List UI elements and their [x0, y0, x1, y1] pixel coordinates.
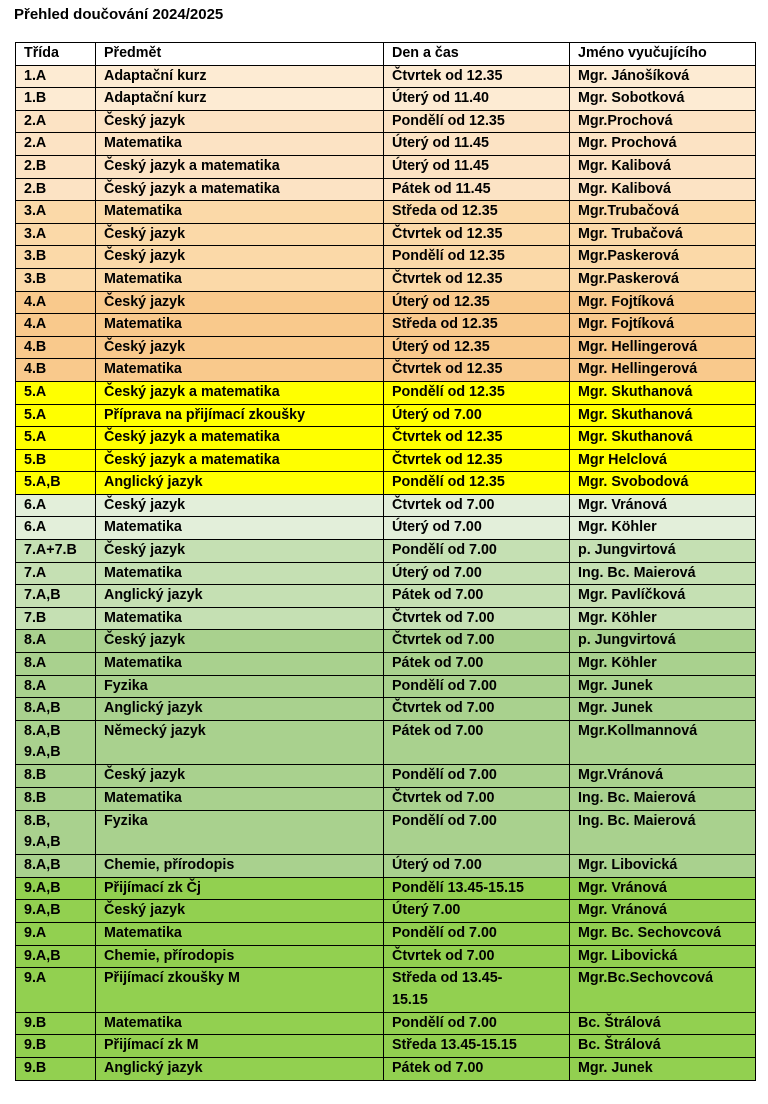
header-subject: Předmět — [96, 43, 384, 66]
table-row — [16, 494, 756, 517]
cell-subject: Anglický jazyk — [96, 698, 384, 721]
cell-subject: Matematika — [96, 788, 384, 811]
cell-day-time: Úterý od 7.00 — [384, 517, 570, 540]
cell-day-time: Čtvrtek od 12.35 — [384, 359, 570, 382]
table-row — [16, 720, 756, 765]
cell-subject: Přijímací zkoušky M — [96, 968, 384, 1013]
cell-day-time: Úterý od 12.35 — [384, 336, 570, 359]
cell-class: 4.B — [16, 359, 96, 382]
table-row — [16, 201, 756, 224]
cell-subject: Český jazyk — [96, 765, 384, 788]
cell-day-time: Středa 13.45-15.15 — [384, 1035, 570, 1058]
header-day-time: Den a čas — [384, 43, 570, 66]
cell-class: 9.B — [16, 1012, 96, 1035]
cell-subject: Český jazyk — [96, 291, 384, 314]
table-row — [16, 1012, 756, 1035]
table-row — [16, 968, 756, 1013]
cell-subject: Matematika — [96, 314, 384, 337]
cell-class: 7.A,B — [16, 585, 96, 608]
cell-class: 8.B — [16, 788, 96, 811]
cell-day-time: Čtvrtek od 7.00 — [384, 607, 570, 630]
cell-teacher: Mgr. Bc. Sechovcová — [570, 922, 756, 945]
cell-teacher: Mgr. Libovická — [570, 855, 756, 878]
cell-subject: Matematika — [96, 517, 384, 540]
cell-day-time: Čtvrtek od 7.00 — [384, 630, 570, 653]
cell-teacher: Mgr. Vránová — [570, 877, 756, 900]
cell-subject: Adaptační kurz — [96, 88, 384, 111]
table-row — [16, 630, 756, 653]
cell-class: 5.A,B — [16, 472, 96, 495]
table-row — [16, 1057, 756, 1080]
cell-teacher: Ing. Bc. Maierová — [570, 562, 756, 585]
table-header-row — [16, 43, 756, 66]
cell-subject: Přijímací zk Čj — [96, 877, 384, 900]
cell-subject: Anglický jazyk — [96, 1057, 384, 1080]
cell-teacher: Mgr. Köhler — [570, 517, 756, 540]
cell-teacher: Mgr.Trubačová — [570, 201, 756, 224]
table-row — [16, 359, 756, 382]
cell-day-time: Úterý od 7.00 — [384, 404, 570, 427]
cell-teacher: Mgr. Skuthanová — [570, 404, 756, 427]
cell-class: 8.A,B — [16, 698, 96, 721]
cell-teacher: Mgr. Skuthanová — [570, 427, 756, 450]
cell-subject: Český jazyk — [96, 900, 384, 923]
cell-teacher: Mgr. Trubačová — [570, 223, 756, 246]
cell-day-time: Pondělí od 12.35 — [384, 472, 570, 495]
table-row — [16, 472, 756, 495]
cell-class: 8.A — [16, 630, 96, 653]
cell-teacher: Mgr. Libovická — [570, 945, 756, 968]
cell-subject: Matematika — [96, 268, 384, 291]
table-row — [16, 381, 756, 404]
table-row — [16, 922, 756, 945]
cell-teacher: Mgr. Köhler — [570, 607, 756, 630]
cell-day-time: Pátek od 11.45 — [384, 178, 570, 201]
table-row — [16, 855, 756, 878]
table-row — [16, 427, 756, 450]
cell-class: 3.B — [16, 246, 96, 269]
cell-teacher: Mgr. Hellingerová — [570, 336, 756, 359]
table-row — [16, 540, 756, 563]
cell-subject: Přijímací zk M — [96, 1035, 384, 1058]
cell-class: 5.A — [16, 381, 96, 404]
cell-day-time: Pondělí od 7.00 — [384, 922, 570, 945]
cell-subject: Fyzika — [96, 675, 384, 698]
cell-class: 7.A — [16, 562, 96, 585]
cell-day-time: Pondělí od 12.35 — [384, 246, 570, 269]
cell-subject: Chemie, přírodopis — [96, 945, 384, 968]
cell-day-time: Pondělí od 7.00 — [384, 540, 570, 563]
page-title: Přehled doučování 2024/2025 — [14, 6, 224, 23]
cell-class: 3.A — [16, 201, 96, 224]
cell-day-time: Čtvrtek od 7.00 — [384, 788, 570, 811]
cell-day-time: Pondělí 13.45-15.15 — [384, 877, 570, 900]
table-row — [16, 900, 756, 923]
cell-subject: Český jazyk — [96, 630, 384, 653]
cell-subject: Český jazyk a matematika — [96, 449, 384, 472]
cell-class: 8.B — [16, 765, 96, 788]
cell-day-time: Pondělí od 12.35 — [384, 110, 570, 133]
cell-teacher: Mgr.Paskerová — [570, 246, 756, 269]
cell-class: 6.A — [16, 494, 96, 517]
cell-class: 5.A — [16, 427, 96, 450]
table-row — [16, 133, 756, 156]
cell-day-time: Úterý od 11.45 — [384, 155, 570, 178]
cell-class: 9.A,B — [16, 945, 96, 968]
cell-day-time: Úterý 7.00 — [384, 900, 570, 923]
cell-teacher: Mgr. Prochová — [570, 133, 756, 156]
header-class: Třída — [16, 43, 96, 66]
cell-subject: Český jazyk a matematika — [96, 178, 384, 201]
cell-class: 4.B — [16, 336, 96, 359]
cell-day-time: Pondělí od 7.00 — [384, 765, 570, 788]
table-row — [16, 788, 756, 811]
cell-subject: Anglický jazyk — [96, 585, 384, 608]
cell-class: 2.A — [16, 110, 96, 133]
cell-teacher: Mgr. Fojtíková — [570, 291, 756, 314]
cell-day-time: Pondělí od 7.00 — [384, 675, 570, 698]
cell-day-time: Pondělí od 12.35 — [384, 381, 570, 404]
table-row — [16, 178, 756, 201]
cell-subject: Matematika — [96, 201, 384, 224]
cell-subject: Český jazyk — [96, 494, 384, 517]
table-row — [16, 65, 756, 88]
cell-teacher: Mgr. Pavlíčková — [570, 585, 756, 608]
cell-class: 2.B — [16, 155, 96, 178]
cell-subject: Příprava na přijímací zkoušky — [96, 404, 384, 427]
cell-class: 6.A — [16, 517, 96, 540]
header-teacher: Jméno vyučujícího — [570, 43, 756, 66]
cell-class: 4.A — [16, 291, 96, 314]
cell-subject: Český jazyk — [96, 336, 384, 359]
cell-subject: Matematika — [96, 133, 384, 156]
cell-subject: Matematika — [96, 922, 384, 945]
cell-day-time: Čtvrtek od 12.35 — [384, 223, 570, 246]
cell-day-time: Úterý od 12.35 — [384, 291, 570, 314]
cell-teacher: Mgr. Köhler — [570, 653, 756, 676]
table-row — [16, 449, 756, 472]
cell-day-time: Pondělí od 7.00 — [384, 810, 570, 855]
cell-class: 5.B — [16, 449, 96, 472]
table-row — [16, 562, 756, 585]
table-row — [16, 607, 756, 630]
cell-day-time: Čtvrtek od 7.00 — [384, 698, 570, 721]
table-row — [16, 675, 756, 698]
cell-day-time: Úterý od 7.00 — [384, 855, 570, 878]
table-row — [16, 268, 756, 291]
cell-day-time: Středa od 12.35 — [384, 314, 570, 337]
cell-subject: Fyzika — [96, 810, 384, 855]
cell-teacher: Mgr. Vránová — [570, 900, 756, 923]
table-row — [16, 88, 756, 111]
table-row — [16, 945, 756, 968]
cell-class: 2.B — [16, 178, 96, 201]
cell-class: 8.A — [16, 653, 96, 676]
cell-subject: Český jazyk a matematika — [96, 381, 384, 404]
cell-teacher: Mgr Helclová — [570, 449, 756, 472]
cell-teacher: Mgr. Vránová — [570, 494, 756, 517]
cell-day-time: Čtvrtek od 7.00 — [384, 945, 570, 968]
cell-teacher: Mgr. Svobodová — [570, 472, 756, 495]
cell-subject: Německý jazyk — [96, 720, 384, 765]
cell-day-time: Čtvrtek od 12.35 — [384, 65, 570, 88]
cell-class: 8.A,B 9.A,B — [16, 720, 96, 765]
cell-teacher: Mgr. Junek — [570, 675, 756, 698]
cell-teacher: Mgr. Kalibová — [570, 178, 756, 201]
cell-teacher: Ing. Bc. Maierová — [570, 788, 756, 811]
cell-class: 8.A — [16, 675, 96, 698]
cell-teacher: Bc. Štrálová — [570, 1012, 756, 1035]
cell-day-time: Pondělí od 7.00 — [384, 1012, 570, 1035]
table-row — [16, 155, 756, 178]
cell-teacher: Mgr. Kalibová — [570, 155, 756, 178]
cell-teacher: Mgr.Paskerová — [570, 268, 756, 291]
cell-subject: Anglický jazyk — [96, 472, 384, 495]
cell-class: 4.A — [16, 314, 96, 337]
cell-subject: Český jazyk — [96, 246, 384, 269]
table-row — [16, 336, 756, 359]
tutoring-table — [15, 42, 756, 1081]
cell-class: 8.B, 9.A,B — [16, 810, 96, 855]
cell-class: 9.B — [16, 1057, 96, 1080]
table-row — [16, 223, 756, 246]
table-row — [16, 291, 756, 314]
cell-class: 9.A,B — [16, 900, 96, 923]
table-row — [16, 810, 756, 855]
cell-subject: Matematika — [96, 607, 384, 630]
cell-teacher: Mgr.Prochová — [570, 110, 756, 133]
cell-teacher: Mgr. Hellingerová — [570, 359, 756, 382]
cell-subject: Chemie, přírodopis — [96, 855, 384, 878]
table-row — [16, 517, 756, 540]
cell-day-time: Středa od 12.35 — [384, 201, 570, 224]
cell-class: 5.A — [16, 404, 96, 427]
cell-subject: Matematika — [96, 562, 384, 585]
cell-class: 3.A — [16, 223, 96, 246]
cell-class: 9.A — [16, 968, 96, 1013]
cell-day-time: Pátek od 7.00 — [384, 653, 570, 676]
cell-day-time: Pátek od 7.00 — [384, 720, 570, 765]
cell-day-time: Úterý od 7.00 — [384, 562, 570, 585]
cell-subject: Matematika — [96, 359, 384, 382]
cell-class: 9.B — [16, 1035, 96, 1058]
cell-class: 1.B — [16, 88, 96, 111]
cell-subject: Matematika — [96, 1012, 384, 1035]
cell-day-time: Pátek od 7.00 — [384, 585, 570, 608]
cell-day-time: Čtvrtek od 7.00 — [384, 494, 570, 517]
cell-day-time: Čtvrtek od 12.35 — [384, 427, 570, 450]
cell-teacher: p. Jungvirtová — [570, 540, 756, 563]
cell-class: 7.A+7.B — [16, 540, 96, 563]
cell-day-time: Středa od 13.45- 15.15 — [384, 968, 570, 1013]
cell-class: 7.B — [16, 607, 96, 630]
cell-teacher: p. Jungvirtová — [570, 630, 756, 653]
cell-teacher: Mgr. Skuthanová — [570, 381, 756, 404]
table-row — [16, 314, 756, 337]
cell-class: 9.A,B — [16, 877, 96, 900]
cell-teacher: Mgr. Jánošíková — [570, 65, 756, 88]
table-row — [16, 110, 756, 133]
cell-teacher: Mgr.Kollmannová — [570, 720, 756, 765]
cell-subject: Český jazyk a matematika — [96, 155, 384, 178]
cell-subject: Český jazyk a matematika — [96, 427, 384, 450]
cell-day-time: Čtvrtek od 12.35 — [384, 449, 570, 472]
table-row — [16, 765, 756, 788]
table-row — [16, 698, 756, 721]
cell-class: 3.B — [16, 268, 96, 291]
cell-subject: Český jazyk — [96, 540, 384, 563]
cell-teacher: Mgr. Junek — [570, 1057, 756, 1080]
table-row — [16, 585, 756, 608]
table-row — [16, 246, 756, 269]
cell-day-time: Úterý od 11.45 — [384, 133, 570, 156]
cell-teacher: Mgr. Junek — [570, 698, 756, 721]
cell-teacher: Mgr.Bc.Sechovcová — [570, 968, 756, 1013]
cell-day-time: Čtvrtek od 12.35 — [384, 268, 570, 291]
cell-teacher: Mgr. Sobotková — [570, 88, 756, 111]
table-row — [16, 404, 756, 427]
table-row — [16, 653, 756, 676]
cell-class: 2.A — [16, 133, 96, 156]
cell-teacher: Ing. Bc. Maierová — [570, 810, 756, 855]
cell-class: 9.A — [16, 922, 96, 945]
cell-day-time: Úterý od 11.40 — [384, 88, 570, 111]
table-row — [16, 1035, 756, 1058]
cell-teacher: Mgr.Vránová — [570, 765, 756, 788]
cell-subject: Český jazyk — [96, 223, 384, 246]
cell-teacher: Bc. Štrálová — [570, 1035, 756, 1058]
cell-subject: Český jazyk — [96, 110, 384, 133]
cell-class: 8.A,B — [16, 855, 96, 878]
table-row — [16, 877, 756, 900]
table-body — [16, 65, 756, 1080]
cell-day-time: Pátek od 7.00 — [384, 1057, 570, 1080]
cell-teacher: Mgr. Fojtíková — [570, 314, 756, 337]
cell-subject: Matematika — [96, 653, 384, 676]
cell-subject: Adaptační kurz — [96, 65, 384, 88]
cell-class: 1.A — [16, 65, 96, 88]
